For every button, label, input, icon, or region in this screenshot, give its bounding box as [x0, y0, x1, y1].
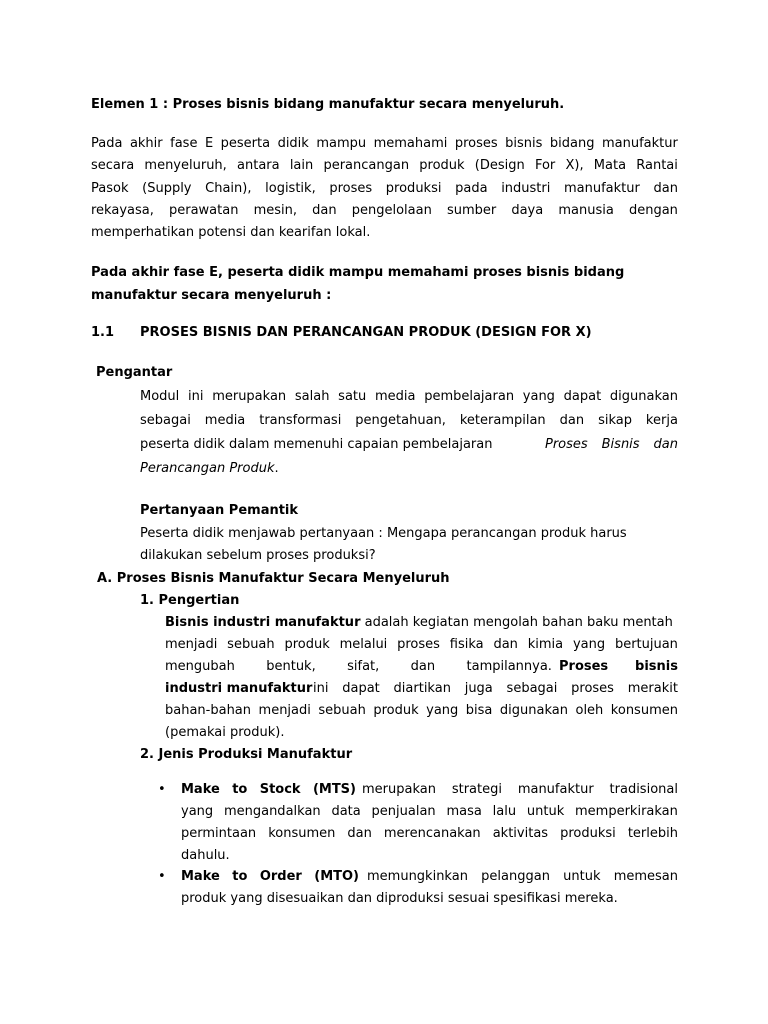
word: terlebih [627, 826, 678, 841]
word: konsumen [610, 703, 678, 718]
word: manufaktur [601, 136, 678, 151]
word: manufaktur [517, 782, 594, 797]
pengertian-line-4-bold: industri manufaktur [165, 681, 313, 696]
word: bisa [465, 703, 493, 718]
word: Order [259, 869, 302, 884]
word: yang [572, 637, 606, 652]
word: produksi [385, 181, 442, 196]
section-number: 1.1 [91, 325, 115, 340]
goal-line-1: Pada akhir fase E, peserta didik mampu memahami proses bisnis bidang [91, 265, 625, 280]
word: dan [312, 203, 337, 218]
word: Make [181, 869, 220, 884]
word: yang [426, 703, 459, 718]
word: to [232, 869, 248, 884]
word: untuk [526, 804, 565, 819]
word: sebuah [318, 703, 366, 718]
word: permintaan [181, 826, 257, 841]
word: Proses [559, 659, 609, 674]
word: memperkirakan [575, 804, 678, 819]
pengertian-line-4 [313, 682, 678, 695]
word: bahan-bahan [165, 703, 252, 718]
word: For [534, 158, 556, 173]
word: tradisional [609, 782, 678, 797]
word: manufaktur [564, 181, 640, 196]
intro-line-5: memperhatikan potensi dan kearifan lokal. [91, 225, 371, 240]
word: sebagai [506, 681, 558, 696]
word: yang [181, 804, 214, 819]
word: dan [347, 826, 372, 841]
bullet-icon: • [158, 869, 166, 884]
mto-line-1 [367, 870, 678, 883]
intro-line-2 [91, 159, 678, 172]
word: memungkinkan [367, 869, 468, 884]
word: (Design [474, 158, 525, 173]
word: Pada [91, 136, 123, 151]
word: mengandalkan [223, 804, 321, 819]
word: merupakan [212, 389, 287, 404]
word: proses [397, 637, 440, 652]
word: bisnis [505, 136, 543, 151]
word: logistik, [265, 181, 316, 196]
pengantar-line-1 [140, 390, 678, 403]
word: media [374, 389, 416, 404]
word: pembelajaran [424, 389, 515, 404]
pemantik-title: Pertanyaan Pemantik [140, 503, 299, 518]
word: data [331, 804, 361, 819]
word: sumber [446, 203, 497, 218]
word: masa [446, 804, 482, 819]
pengertian-line-6: (pemakai produk). [165, 725, 285, 740]
word: dan [493, 637, 518, 652]
word: proses [571, 681, 614, 696]
word: peserta [220, 136, 271, 151]
pengertian-line-3 [165, 660, 552, 673]
word: lain [289, 158, 314, 173]
pengantar-line-2 [140, 414, 678, 427]
word: Stock [259, 782, 301, 797]
mto-line-2: produk yang disesuaikan dan diproduksi sesuai spesifikasi mereka. [181, 891, 618, 906]
word: digunakan [609, 389, 678, 404]
word: keterampilan [459, 413, 546, 428]
mts-term [181, 783, 356, 796]
word: perancangan [323, 158, 410, 173]
mto-term [181, 870, 359, 883]
intro-line-1 [91, 137, 678, 150]
word: Make [181, 782, 220, 797]
pengantar-line-3-italic [545, 438, 678, 451]
word: dan [559, 413, 585, 428]
word: bentuk, [266, 659, 316, 674]
word: dengan [628, 203, 678, 218]
word: oleh [575, 703, 604, 718]
word: merakit [627, 681, 678, 696]
section-a-heading: A. Proses Bisnis Manufaktur Secara Menyeluruh [97, 571, 450, 586]
word: rekayasa, [91, 203, 154, 218]
word: aktivitas [492, 826, 549, 841]
jenis-produksi-heading: 2. Jenis Produksi Manufaktur [140, 747, 353, 762]
pengertian-line-1 [165, 616, 673, 629]
word: yang [522, 389, 555, 404]
mts-line-2 [181, 805, 678, 818]
word: fisika [449, 637, 484, 652]
word: sebuah [227, 637, 275, 652]
word: penjualan [371, 804, 436, 819]
word: kimia [527, 637, 564, 652]
word: memesan [613, 869, 678, 884]
word: akhir [129, 136, 163, 151]
word: proses [329, 181, 373, 196]
word: sifat, [347, 659, 380, 674]
word: untuk [563, 869, 601, 884]
pengantar-line-4 [140, 462, 279, 475]
word: bidang [549, 136, 595, 151]
word: diartikan [393, 681, 451, 696]
pengantar-italic-title: Perancangan Produk [140, 461, 275, 476]
word: merencanakan [383, 826, 481, 841]
pengertian-line-3-bold [559, 660, 678, 673]
word: pengetahuan, [355, 413, 446, 428]
word: bertujuan [614, 637, 678, 652]
mts-line-1 [362, 783, 678, 796]
word: Proses [545, 437, 588, 452]
word: proses [454, 136, 498, 151]
intro-line-3 [91, 182, 678, 195]
word: pelanggan [481, 869, 550, 884]
word: juga [464, 681, 493, 696]
word: melalui [339, 637, 388, 652]
mts-line-3 [181, 827, 678, 840]
word: tampilannya. [466, 659, 552, 674]
intro-line-4 [91, 204, 678, 217]
word: Mata [593, 158, 627, 173]
pengantar-line-4-period: . [274, 461, 279, 476]
word: (Supply [142, 181, 192, 196]
section-title: PROSES BISNIS DAN PERANCANGAN PRODUK (DESIGN FOR X) [140, 325, 592, 340]
pemantik-line-1: Peserta didik menjawab pertanyaan : Mengapa perancangan produk harus [140, 526, 627, 541]
word: sikap [598, 413, 632, 428]
word: pengelolaan [351, 203, 432, 218]
word: secara [91, 158, 135, 173]
word: Chain), [205, 181, 252, 196]
bullet-icon: • [158, 782, 166, 797]
word: menyeluruh, [144, 158, 227, 173]
word: menjadi [165, 637, 218, 652]
word: X), [565, 158, 584, 173]
word: Pasok [91, 181, 129, 196]
word: dan [653, 181, 678, 196]
word: produk [284, 637, 330, 652]
word: strategi [451, 782, 502, 797]
mts-line-4: dahulu. [181, 848, 230, 863]
pengertian-line-1-text: adalah kegiatan mengolah bahan baku mentah [364, 615, 673, 630]
word: media [204, 413, 246, 428]
word: mengubah [165, 659, 235, 674]
word: dapat [563, 389, 602, 404]
word: mampu [316, 136, 367, 151]
word: salah [294, 389, 330, 404]
word: produk [373, 703, 419, 718]
word: (MTO) [314, 869, 359, 884]
pemantik-line-2: dilakukan sebelum proses produksi? [140, 548, 376, 563]
word: industri [501, 181, 551, 196]
pengertian-line-5 [165, 704, 678, 717]
word: sebagai [140, 413, 191, 428]
word: bisnis [635, 659, 678, 674]
word: manusia [558, 203, 614, 218]
word: antara [237, 158, 280, 173]
pengantar-line-3-text: peserta didik dalam memenuhi capaian pembelajaran [140, 437, 493, 452]
element-heading: Elemen 1 : Proses bisnis bidang manufaktur secara menyeluruh. [91, 97, 565, 112]
goal-line-2: manufaktur secara menyeluruh : [91, 288, 332, 303]
word: digunakan [499, 703, 568, 718]
word: ini [313, 681, 329, 696]
word: mesin, [253, 203, 297, 218]
word: transformasi [259, 413, 342, 428]
word: menjadi [258, 703, 311, 718]
word: ini [188, 389, 204, 404]
pengertian-line-2 [165, 638, 678, 651]
word: daya [511, 203, 544, 218]
word: satu [338, 389, 367, 404]
word: to [232, 782, 248, 797]
word: Modul [140, 389, 180, 404]
pengertian-bold-term: Bisnis industri manufaktur [165, 615, 361, 630]
word: perawatan [168, 203, 239, 218]
word: dan [410, 659, 436, 674]
word: dan [653, 437, 678, 452]
word: produk [419, 158, 465, 173]
word: produksi [560, 826, 616, 841]
word: Bisnis [601, 437, 640, 452]
word: Rantai [636, 158, 678, 173]
word: pada [455, 181, 488, 196]
word: kerja [645, 413, 678, 428]
pengertian-heading: 1. Pengertian [140, 593, 240, 608]
word: memahami [373, 136, 448, 151]
pengantar-title: Pengantar [96, 365, 173, 380]
word: konsumen [268, 826, 336, 841]
word: dapat [342, 681, 380, 696]
word: lalu [492, 804, 517, 819]
word: (MTS) [312, 782, 356, 797]
word: E [204, 136, 214, 151]
word: merupakan [362, 782, 436, 797]
word: didik [277, 136, 309, 151]
word: fase [170, 136, 198, 151]
